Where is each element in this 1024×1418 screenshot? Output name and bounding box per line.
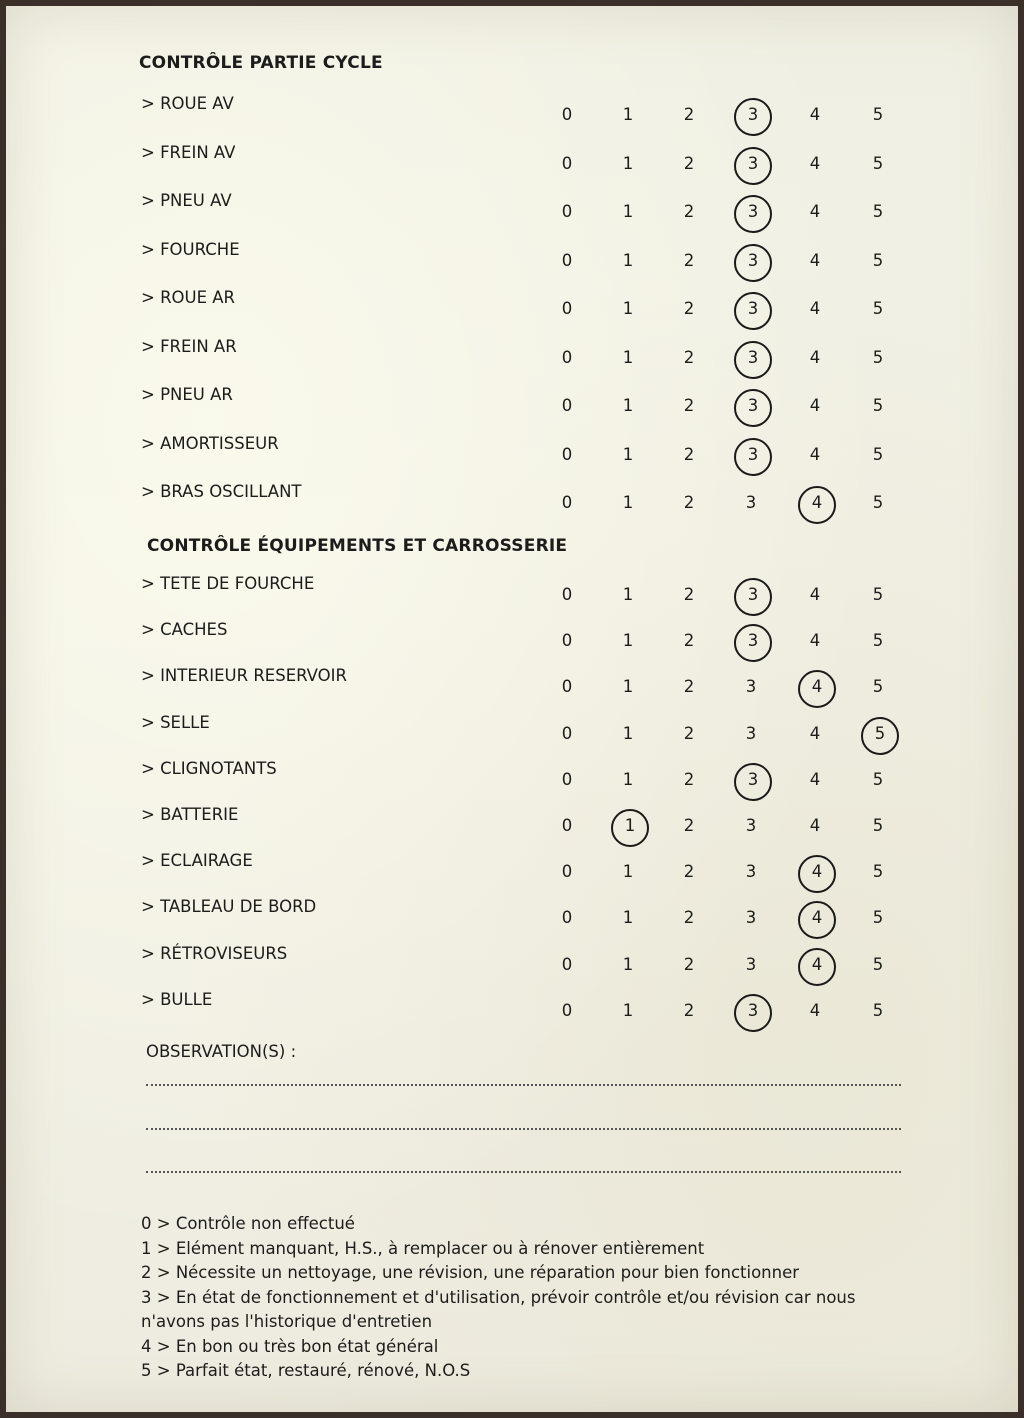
score-option-selected[interactable]: 4 [798,901,836,939]
score-option[interactable]: 0 [561,105,573,124]
score-option[interactable]: 4 [809,202,821,221]
checklist-row [6,94,1024,124]
score-option[interactable]: 3 [745,862,757,882]
score-option[interactable]: 5 [872,954,884,974]
score-option[interactable]: 1 [622,769,634,789]
score-option-selected[interactable]: 3 [734,341,772,379]
score-option[interactable]: 1 [622,954,634,974]
score-option[interactable]: 5 [872,153,884,173]
score-option[interactable]: 0 [561,202,573,221]
score-option-selected[interactable]: 3 [734,389,772,427]
score-option-selected[interactable]: 1 [611,809,649,847]
checklist-row [6,191,1024,221]
score-option-selected[interactable]: 3 [734,244,772,282]
score-option[interactable]: 0 [561,493,573,512]
checklist-row [6,990,1024,1020]
score-option[interactable]: 1 [622,396,634,415]
score-option[interactable]: 5 [872,1000,884,1020]
checklist-row [6,482,1024,512]
legend-line: 3 > En état de fonctionnement et d'utilisation, prévoir contrôle et/ou révision car nous [141,1287,856,1307]
score-option[interactable]: 4 [809,1000,821,1020]
score-option[interactable]: 4 [809,816,821,835]
score-option[interactable]: 1 [622,153,634,173]
observation-line-1[interactable] [146,1084,901,1086]
score-option[interactable]: 2 [683,105,695,124]
score-option[interactable]: 2 [683,631,695,651]
score-option[interactable]: 0 [561,816,573,835]
section-title-cycle: CONTRÔLE PARTIE CYCLE [139,53,383,73]
score-option[interactable]: 4 [809,299,821,318]
row-label: > INTERIEUR RESERVOIR [141,666,347,686]
score-option[interactable]: 1 [622,723,634,743]
score-option[interactable]: 0 [561,396,573,415]
checklist-row [6,434,1024,464]
row-label: > AMORTISSEUR [141,433,279,453]
row-label: > CLIGNOTANTS [141,758,277,778]
score-option[interactable]: 1 [622,1000,634,1020]
score-option[interactable]: 0 [561,585,573,604]
row-label: > TABLEAU DE BORD [141,897,317,917]
score-option[interactable]: 4 [809,444,821,464]
checklist-row [6,944,1024,974]
score-option[interactable]: 3 [745,954,757,974]
score-option[interactable]: 0 [561,250,573,270]
score-option[interactable]: 5 [872,396,884,415]
score-option-selected[interactable]: 4 [798,670,836,708]
score-option[interactable]: 4 [809,105,821,124]
score-option[interactable]: 3 [745,493,757,512]
score-option[interactable]: 1 [622,444,634,464]
score-option[interactable]: 3 [745,677,757,697]
row-label: > ROUE AR [141,288,236,307]
score-option[interactable]: 4 [809,769,821,789]
row-label: > BRAS OSCILLANT [141,482,302,501]
checklist-row [6,288,1024,318]
checklist-row [6,666,1024,696]
score-option[interactable]: 1 [622,677,634,697]
score-option-selected[interactable]: 4 [798,855,836,893]
legend-line: n'avons pas l'historique d'entretien [141,1312,433,1331]
score-option[interactable]: 4 [809,723,821,743]
score-option[interactable]: 5 [872,202,884,221]
score-option[interactable]: 0 [561,954,573,974]
score-option[interactable]: 2 [683,862,695,882]
row-label: > TETE DE FOURCHE [141,574,315,593]
score-option[interactable]: 0 [561,299,573,318]
score-option[interactable]: 2 [683,677,695,697]
score-option[interactable]: 5 [872,862,884,882]
score-option[interactable]: 2 [683,769,695,789]
checklist-row [6,713,1024,743]
legend-line: 5 > Parfait état, restauré, rénové, N.O.S [141,1361,471,1380]
row-label: > ECLAIRAGE [141,851,253,871]
score-option[interactable]: 2 [683,954,695,974]
checklist-row [6,851,1024,881]
score-option-selected[interactable]: 3 [734,438,772,476]
row-label: > BULLE [141,989,213,1009]
score-option[interactable]: 1 [622,299,634,318]
score-option[interactable]: 5 [872,631,884,651]
score-option[interactable]: 3 [745,723,757,743]
score-option[interactable]: 1 [622,908,634,928]
score-option[interactable]: 0 [561,153,573,173]
score-option[interactable]: 0 [561,908,573,928]
score-option[interactable]: 2 [683,585,695,604]
score-option[interactable]: 1 [622,631,634,651]
score-option[interactable]: 5 [872,105,884,124]
row-label: > FOURCHE [141,239,240,259]
checklist-row [6,759,1024,789]
score-option[interactable]: 2 [683,347,695,367]
score-option[interactable]: 0 [561,444,573,464]
score-option[interactable]: 4 [809,153,821,173]
score-option[interactable]: 1 [622,202,634,221]
score-option[interactable]: 2 [683,1000,695,1020]
score-option[interactable]: 5 [872,444,884,464]
score-option[interactable]: 4 [809,250,821,270]
score-option[interactable]: 4 [809,631,821,651]
checklist-row [6,240,1024,270]
score-option[interactable]: 2 [683,493,695,512]
score-option[interactable]: 5 [872,299,884,318]
score-option[interactable]: 4 [809,585,821,604]
score-option[interactable]: 5 [872,816,884,835]
row-label: > RÉTROVISEURS [141,943,288,963]
score-option[interactable]: 5 [872,769,884,789]
score-option[interactable]: 2 [683,250,695,270]
score-option[interactable]: 2 [683,908,695,928]
score-option-selected[interactable]: 3 [734,624,772,662]
score-option[interactable]: 2 [683,299,695,318]
score-option[interactable]: 1 [622,862,634,882]
row-label: > ROUE AV [141,94,234,113]
score-option-selected[interactable]: 3 [734,195,772,233]
score-option[interactable]: 0 [561,1000,573,1020]
score-option[interactable]: 0 [561,677,573,697]
legend-line: 1 > Elément manquant, H.S., à remplacer ou à rénover entièrement [141,1238,705,1258]
row-label: > SELLE [141,712,210,732]
score-option[interactable]: 0 [561,862,573,882]
score-option[interactable]: 5 [872,347,884,367]
score-option-selected[interactable]: 4 [798,948,836,986]
score-option[interactable]: 4 [809,396,821,415]
score-option[interactable]: 5 [872,908,884,928]
row-label: > CACHES [141,620,228,640]
score-option[interactable]: 0 [561,631,573,651]
score-option[interactable]: 2 [683,202,695,221]
score-option-selected[interactable]: 5 [861,717,899,755]
score-option-selected[interactable]: 3 [734,578,772,616]
score-option[interactable]: 0 [561,769,573,789]
checklist-row [6,385,1024,415]
score-option-selected[interactable]: 3 [734,292,772,330]
legend-line: 4 > En bon ou très bon état général [141,1336,439,1356]
inspection-sheet [6,6,1018,1412]
score-option-selected[interactable]: 4 [798,486,836,524]
score-option[interactable]: 2 [683,723,695,743]
score-option[interactable]: 5 [872,677,884,697]
score-option[interactable]: 5 [872,250,884,270]
checklist-row [6,620,1024,650]
score-option-selected[interactable]: 3 [734,98,772,136]
score-option[interactable]: 4 [809,347,821,367]
score-option[interactable]: 1 [622,493,634,512]
checklist-row [6,897,1024,927]
score-option[interactable]: 0 [561,347,573,367]
score-option-selected[interactable]: 3 [734,763,772,801]
legend-line: 2 > Nécessite un nettoyage, une révision, une réparation pour bien fonctionner [141,1263,800,1282]
row-label: > FREIN AV [141,142,236,162]
score-option[interactable]: 5 [872,493,884,512]
row-label: > PNEU AR [141,385,233,404]
score-option[interactable]: 3 [745,816,757,835]
checklist-row [6,337,1024,367]
checklist-row [6,805,1024,835]
row-label: > PNEU AV [141,191,232,210]
observation-line-3[interactable] [146,1171,901,1173]
row-label: > BATTERIE [141,805,239,824]
score-option[interactable]: 0 [561,723,573,743]
checklist-row [6,143,1024,173]
score-option-selected[interactable]: 3 [734,147,772,185]
score-option[interactable]: 5 [872,585,884,604]
row-label: > FREIN AR [141,336,237,356]
score-option[interactable]: 1 [622,105,634,124]
observations-label: OBSERVATION(S) : [146,1042,297,1061]
section-title-equipment: CONTRÔLE ÉQUIPEMENTS ET CARROSSERIE [147,536,568,556]
score-option[interactable]: 1 [622,585,634,604]
score-option[interactable]: 1 [622,347,634,367]
observation-line-2[interactable] [146,1128,901,1130]
score-option[interactable]: 2 [683,444,695,464]
checklist-row [6,574,1024,604]
score-option[interactable]: 3 [745,908,757,928]
score-option-selected[interactable]: 3 [734,994,772,1032]
score-option[interactable]: 2 [683,816,695,835]
rating-legend [141,1212,855,1384]
score-option[interactable]: 2 [683,153,695,173]
score-option[interactable]: 2 [683,396,695,415]
legend-line: 0 > Contrôle non effectué [141,1214,355,1233]
score-option[interactable]: 1 [622,250,634,270]
